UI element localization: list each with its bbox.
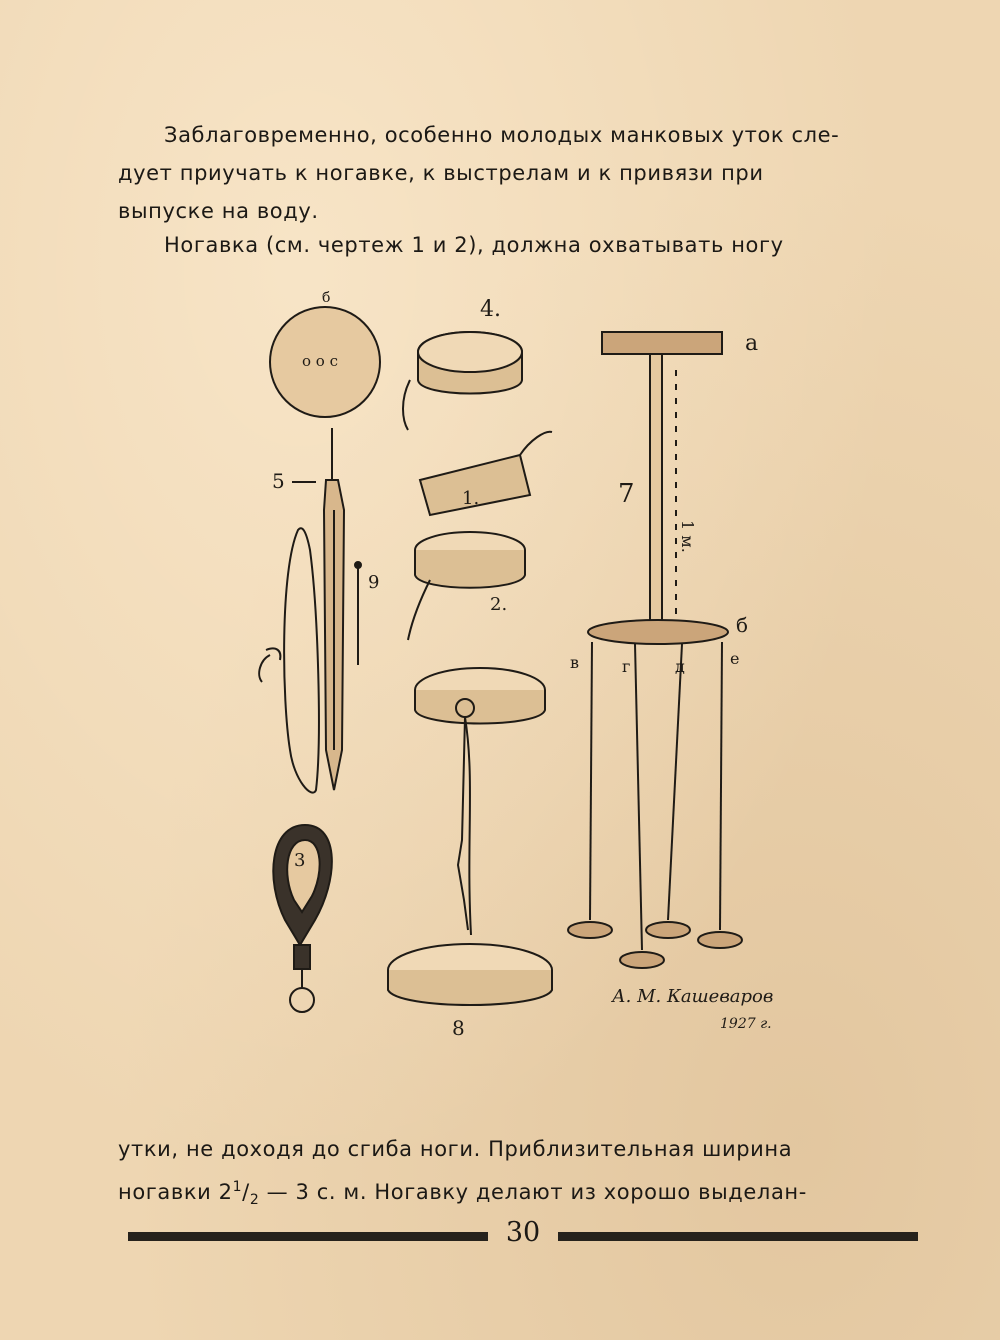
figure-weight-8	[388, 668, 552, 1040]
label-fig5: 5	[272, 469, 285, 493]
figure-stand-7	[568, 331, 758, 968]
figure-collar-4	[403, 297, 522, 430]
label-e: е	[730, 649, 740, 668]
paragraph-nogavka	[118, 226, 918, 264]
label-fig7: 7	[618, 479, 635, 509]
label-b: б	[736, 613, 749, 637]
signature-name: А. М. Кашеваров	[612, 986, 774, 1007]
text-line: дует приучать к ногавке, к выстрелам и к привязи при	[118, 161, 764, 185]
label-measure: 1 м.	[678, 520, 697, 553]
label-disk-letter: б	[322, 290, 331, 306]
label-v: в	[570, 653, 580, 672]
figure-pin	[355, 562, 379, 665]
text-line: утки, не доходя до сгиба ноги. Приблизительная ширина	[118, 1137, 793, 1161]
label-d: д	[675, 657, 685, 676]
page-number: 30	[505, 1217, 541, 1248]
text-line: Ногавка (см. чертеж 1 и 2), должна охватывать ногу	[164, 233, 784, 257]
figure-collar-2	[408, 532, 525, 640]
label-a: а	[745, 331, 759, 356]
artist-signature	[610, 986, 773, 1032]
footer-rule-left	[128, 1232, 488, 1241]
fraction-slash: /	[242, 1180, 250, 1204]
paragraph-width	[118, 1130, 918, 1219]
text-fragment: — 3 с. м. Ногавку делают из хорошо выделан-	[259, 1180, 807, 1204]
text-fragment: ногавки 2	[118, 1180, 233, 1204]
paragraph-intro	[118, 116, 918, 230]
illustration-duck-tether	[230, 280, 790, 1060]
text-line: Заблаговременно, особенно молодых манковых уток сле-	[164, 123, 840, 147]
label-fig8: 8	[452, 1016, 465, 1040]
text-line	[118, 1168, 918, 1219]
text-line: выпуске на воду.	[118, 199, 319, 223]
label-fig2: 2.	[490, 594, 508, 615]
figure-disk	[270, 290, 380, 417]
label-fig9: 9	[368, 572, 380, 593]
signature-year: 1927 г.	[720, 1016, 772, 1032]
label-fig4: 4.	[480, 297, 501, 322]
fraction-numerator: 1	[232, 1179, 243, 1195]
figure-ring-clasp	[273, 825, 332, 1012]
figure-strap-1	[420, 432, 552, 515]
label-fig3: 3	[294, 850, 306, 871]
label-g: г	[622, 657, 631, 676]
fraction-denominator: 2	[249, 1192, 260, 1209]
label-disk-holes: о о с	[302, 352, 338, 370]
page-footer	[128, 1215, 918, 1255]
footer-rule-right	[558, 1232, 918, 1241]
figure-awl	[259, 428, 344, 793]
label-fig1: 1.	[462, 488, 480, 509]
